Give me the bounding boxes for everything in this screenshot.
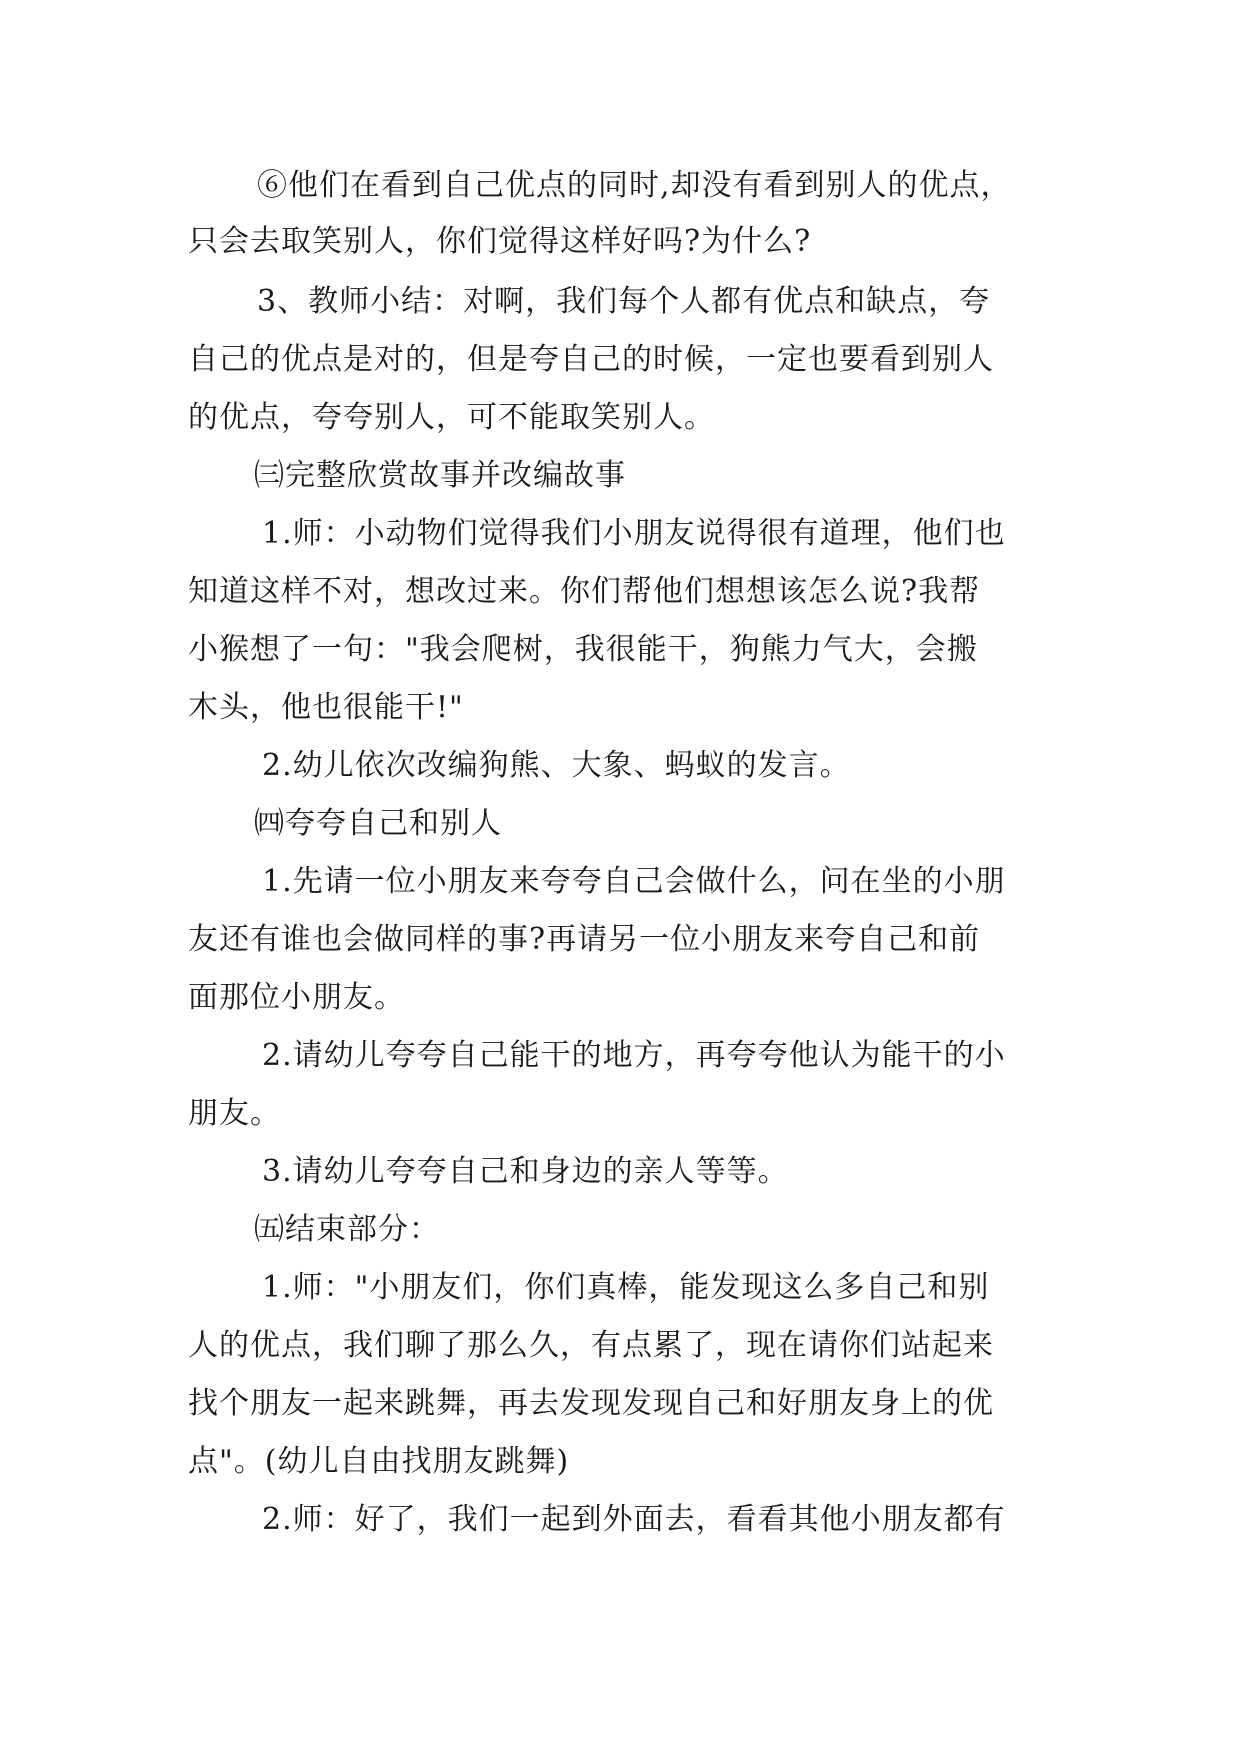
section-heading-3: ㈢完整欣赏故事并改编故事 [254,458,626,493]
paragraph-line-20: 1.师："小朋友们，你们真棒，能发现这么多自己和别 [262,1270,990,1305]
paragraph-line-23: 点"。(幼儿自由找朋友跳舞) [188,1444,570,1479]
paragraph-line-18: 3.请幼儿夸夸自己和身边的亲人等等。 [262,1154,789,1189]
paragraph-line-11: 2.幼儿依次改编狗熊、大象、蚂蚁的发言。 [262,748,851,783]
paragraph-line-3: 3、教师小结：对啊，我们每个人都有优点和缺点，夸 [257,284,991,319]
section-heading-5: ㈤结束部分： [254,1212,440,1247]
paragraph-line-1: ⑥他们在看到自己优点的同时,却没有看到别人的优点， [257,168,1012,203]
paragraph-line-22: 找个朋友一起来跳舞，再去发现发现自己和好朋友身上的优 [188,1386,994,1421]
paragraph-line-8: 知道这样不对，想改过来。你们帮他们想想该怎么说?我帮 [188,574,981,609]
paragraph-line-4: 自己的优点是对的，但是夸自己的时候，一定也要看到别人 [188,342,994,377]
paragraph-line-17: 朋友。 [188,1096,281,1131]
paragraph-line-13: 1.先请一位小朋友来夸夸自己会做什么，问在坐的小朋 [262,864,1006,899]
paragraph-line-9: 小猴想了一句："我会爬树，我很能干，狗熊力气大，会搬 [188,632,978,667]
paragraph-line-21: 人的优点，我们聊了那么久，有点累了，现在请你们站起来 [188,1328,994,1363]
paragraph-line-14: 友还有谁也会做同样的事?再请另一位小朋友来夸自己和前 [188,922,981,957]
paragraph-line-5: 的优点，夸夸别人，可不能取笑别人。 [188,400,715,435]
paragraph-line-24: 2.师：好了，我们一起到外面去，看看其他小朋友都有 [262,1502,1006,1537]
paragraph-line-16: 2.请幼儿夸夸自己能干的地方，再夸夸他认为能干的小 [262,1038,1006,1073]
paragraph-line-15: 面那位小朋友。 [188,980,405,1015]
paragraph-line-7: 1.师：小动物们觉得我们小朋友说得很有道理，他们也 [262,516,1006,551]
paragraph-line-10: 木头，他也很能干!" [188,690,464,725]
section-heading-4: ㈣夸夸自己和别人 [254,806,502,841]
paragraph-line-2: 只会去取笑别人，你们觉得这样好吗?为什么? [188,224,812,259]
